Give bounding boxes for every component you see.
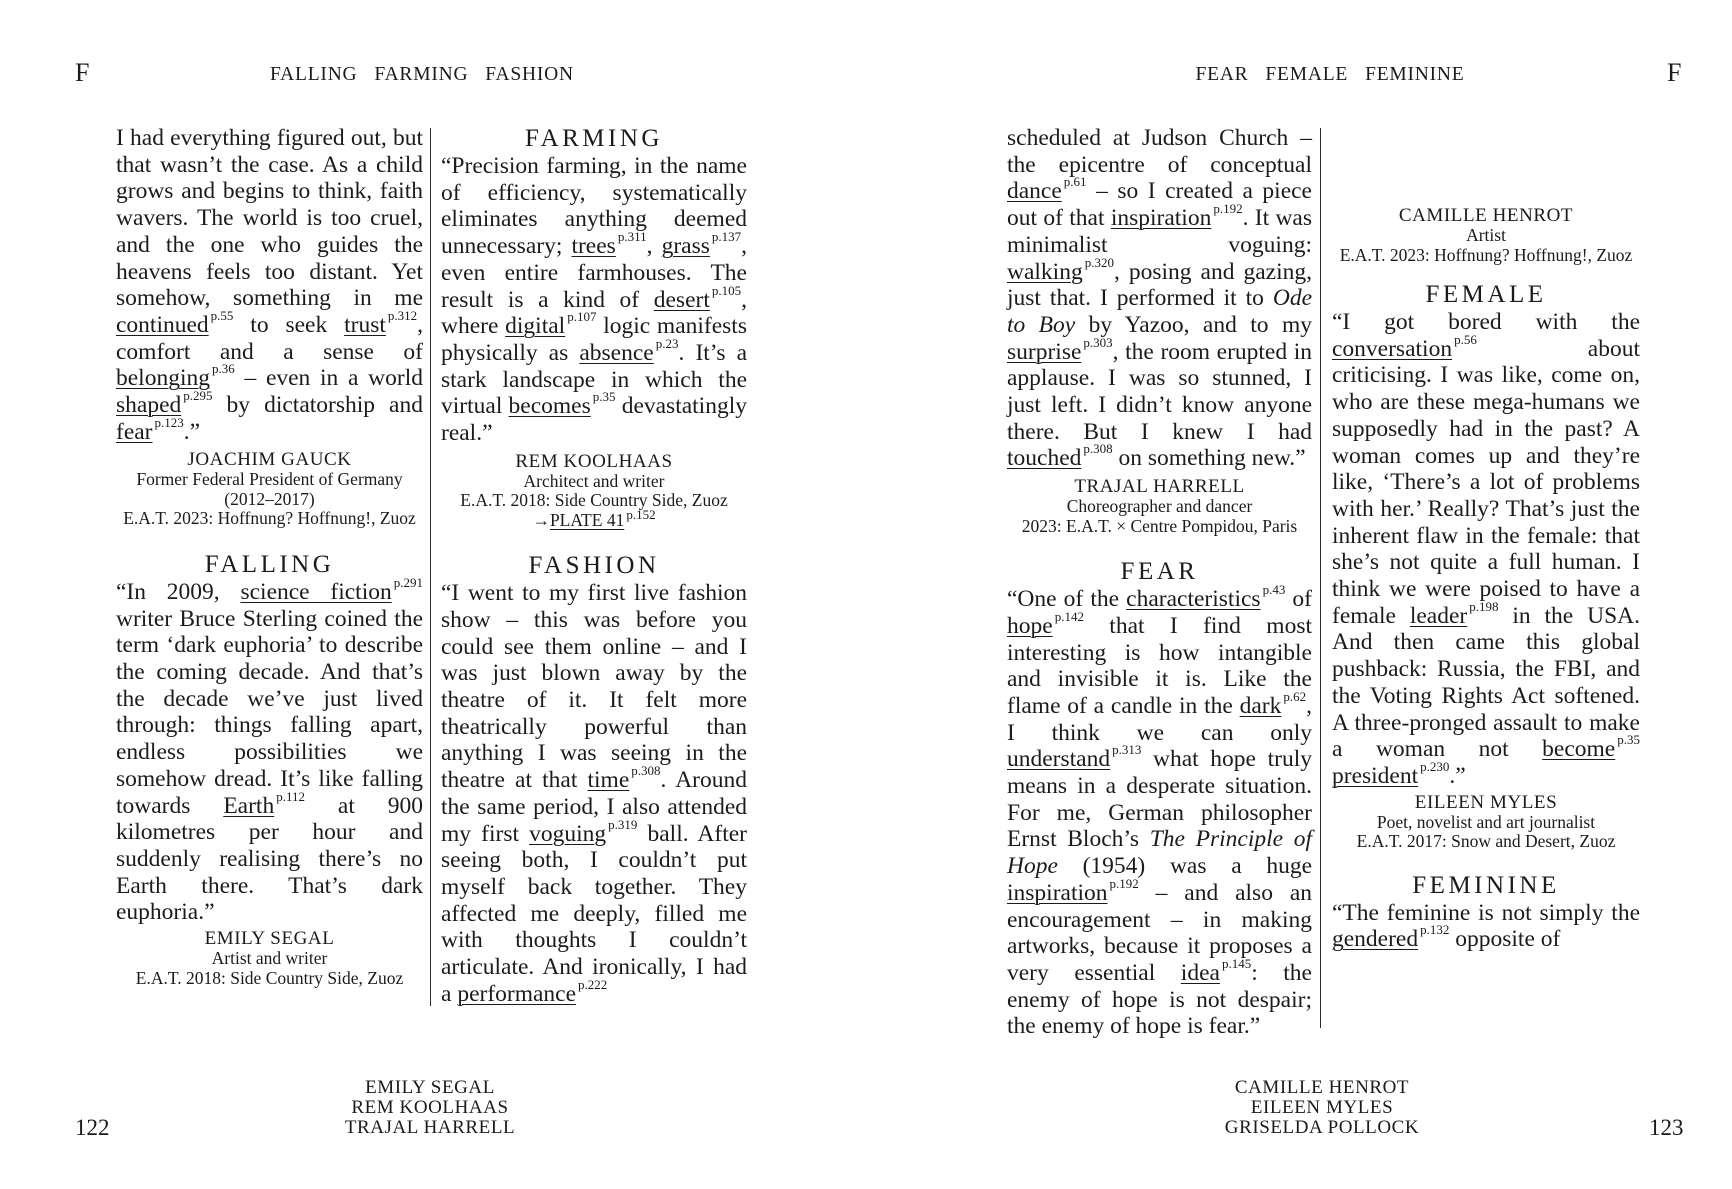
fashion-quote: “I went to my first live fashion show – this was before you could see them online – and I was just blown away by the theatre of it. It felt more theatrically powerful than anything I was seeing in the theatre at that time $^{p.308}$. Around the same period, I also attended my first voguing $^{p.319}$ ball. After seeing both, I couldn’t put myself back together. They affected me deeply, filled me with thoughts I couldn’t articulate. And ironically, I had a performance $^{p.222}$	[441, 580, 748, 1007]
page-reference: p.123	[154, 414, 184, 430]
gauck-quote: I had everything figured out, but that wasn’t the case. As a child grows and begins to think, faith wavers. The world is too cruel, and the one who guides the heavens feels too distant. Yet somehow, something in me continued $^{p.55}$ to seek trust $^{p.312}$, comfort and a sense of belonging $^{p.36}$ – even in a world shaped $^{p.295}$ by dictatorship and fear $^{p.123}$.”	[116, 125, 423, 445]
page-reference: p.192	[1213, 201, 1243, 217]
event-info: E.A.T. 2018: Side Country Side, Zuoz	[460, 490, 728, 511]
column	[1332, 125, 1640, 953]
page-reference: p.142	[1054, 608, 1084, 624]
page-reference: p.145	[1221, 955, 1252, 971]
event-info: E.A.T. 2018: Side Country Side, Zuoz	[135, 967, 404, 988]
cross-reference-link[interactable]: become	[1542, 736, 1616, 763]
page-reference: p.55	[210, 307, 234, 323]
attribution	[1332, 792, 1640, 852]
page-reference: p.198	[1469, 598, 1499, 614]
event-info: E.A.T. 2023: Hoffnung? Hoffnung!, Zuoz	[123, 508, 416, 529]
author-role: Former Federal President of Germany (2012–2017)	[136, 469, 403, 509]
author-role: Artist	[1466, 225, 1506, 245]
cross-reference-link[interactable]: absence	[579, 339, 654, 366]
event-info: E.A.T. 2017: Snow and Desert, Zuoz	[1356, 831, 1616, 852]
cross-reference-link[interactable]: voguing	[529, 820, 607, 847]
page-reference: p.62	[1283, 688, 1307, 704]
female-quote: “I got bored with the conversation $^{p.56}$ about criticising. I was like, come on, who are these mega-humans we supposedly had in the past? A woman comes up and they’re like, ‘There’s a lot of problems with her.’ Really? That’s just the inherent flaw in the female: that she’s not quite a full human. I think we were poised to have a female leader $^{p.198}$ in the USA. And then came this global pushback: Russia, the FBI, and the Voting Rights Act softened. A three-pronged assault to make a woman not become $^{p.35}$ president $^{p.230}$.”	[1332, 309, 1640, 789]
cross-reference-link[interactable]: science fiction	[240, 578, 392, 605]
arrow-icon: →	[532, 509, 550, 530]
page-reference: p.152	[626, 506, 656, 522]
cross-reference-link[interactable]: Earth	[223, 792, 275, 819]
running-head: FEAR FEMALE FEMININE	[1195, 64, 1465, 85]
author-role: Architect and writer	[523, 470, 665, 491]
cross-reference-link[interactable]: grass	[661, 233, 710, 260]
cross-reference-link[interactable]: belonging	[116, 365, 210, 392]
footer-author: EILEEN MYLES	[1250, 1097, 1394, 1118]
cross-reference-link[interactable]: inspiration	[1110, 205, 1212, 232]
cross-reference-link[interactable]: becomes	[508, 393, 591, 420]
cross-reference-link[interactable]: digital	[505, 313, 566, 340]
cross-reference-link[interactable]: understand	[1007, 746, 1111, 773]
page-reference: p.112	[276, 788, 305, 804]
author-role: Artist and writer	[211, 948, 328, 969]
cross-reference-link[interactable]: trust	[344, 311, 386, 338]
section-letter: F	[1667, 58, 1682, 87]
book-title: The Principle of Hope	[1007, 826, 1312, 880]
event-info: 2023: E.A.T. × Centre Pompidou, Paris	[1021, 515, 1298, 536]
column	[441, 125, 747, 1007]
cross-reference-link[interactable]: leader	[1409, 602, 1468, 629]
page-reference: p.105	[711, 282, 742, 298]
page-footer-authors	[300, 1078, 560, 1138]
section-heading-female: FEMALE	[1425, 281, 1547, 308]
page-reference: p.313	[1112, 742, 1142, 758]
section-heading-falling: FALLING	[204, 550, 335, 578]
page-reference: p.43	[1262, 582, 1286, 598]
running-head: FALLING FARMING FASHION	[270, 64, 574, 85]
page-reference: p.137	[711, 229, 742, 245]
cross-reference-link[interactable]: conversation	[1332, 335, 1453, 362]
attribution	[116, 928, 423, 988]
cross-reference-link[interactable]: trees	[571, 233, 616, 260]
attribution	[1007, 476, 1312, 536]
song-title: Ode to Boy	[1007, 285, 1312, 338]
page-number: 123	[1649, 1115, 1684, 1140]
column-rule	[430, 128, 431, 1006]
section-heading-farming: FARMING	[525, 125, 663, 152]
cross-reference-link[interactable]: performance	[457, 980, 577, 1007]
footer-author: TRAJAL HARRELL	[344, 1117, 516, 1138]
page-reference: p.308	[631, 763, 661, 779]
cross-reference-link[interactable]: continued	[116, 311, 209, 338]
cross-reference-link[interactable]: president	[1332, 762, 1419, 789]
author-name: EMILY SEGAL	[204, 928, 335, 950]
page-number: 122	[75, 1115, 110, 1140]
cross-reference-link[interactable]: shaped	[116, 392, 182, 419]
footer-author: CAMILLE HENROT	[1234, 1077, 1410, 1098]
page-footer-authors	[1192, 1078, 1452, 1138]
cross-reference-link[interactable]: dance	[1007, 178, 1062, 205]
author-name: JOACHIM GAUCK	[187, 449, 352, 471]
fear-quote: “One of the characteristics $^{p.43}$ of hope $^{p.142}$ that I find most interesting is how intangible and invisible it is. Like the flame of a candle in the dark $^{p.62}$, I think we can only understand $^{p.313}$ what hope truly means in a desperate situation. For me, German philosopher Ernst Bloch’s The Principle of Hope (1954) was a huge inspiration $^{p.192}$ – and also an encouragement – in making artworks, because it proposes a very essential idea $^{p.145}$: the enemy of hope is not despair; the enemy of hope is fear.”	[1007, 582, 1312, 1040]
attribution	[441, 451, 747, 531]
page-reference: p.230	[1420, 758, 1450, 774]
column-rule	[1320, 128, 1321, 1028]
author-name: EILEEN MYLES	[1414, 791, 1558, 813]
harrell-quote: scheduled at Judson Church – the epicentre of conceptual dance $^{p.61}$ – so I created a piece out of that inspiration $^{p.192}$. It was minimalist voguing: walking $^{p.320}$, posing and gazing, just that. I performed it to Ode to Boy by Yazoo, and to my surprise $^{p.303}$, the room erupted in applause. I was so stunned, I just left. I didn’t know anyone there. But I knew I had touched $^{p.308}$ on something new.”	[1007, 125, 1313, 472]
cross-reference-link[interactable]: fear	[116, 418, 153, 445]
section-heading-fashion: FASHION	[528, 552, 660, 580]
cross-reference-link[interactable]: gendered	[1332, 926, 1419, 953]
page-reference: p.291	[393, 574, 423, 590]
author-role: Choreographer and dancer	[1066, 496, 1253, 517]
column	[1007, 125, 1312, 1040]
attribution	[1332, 205, 1640, 265]
section-heading-fear: FEAR	[1120, 558, 1199, 586]
page-reference: p.56	[1454, 331, 1477, 347]
cross-reference-link[interactable]: dark	[1239, 692, 1282, 719]
falling-quote: “In 2009, science fiction $^{p.291}$ writer Bruce Sterling coined the term ‘dark euphoria’ to describe the coming decade. And that’s the decade we’ve just lived through: things falling apart, endless possibilities we somehow dread. It’s like falling towards Earth $^{p.112}$ at 900 kilometres per hour and suddenly realising there’s no Earth there. That’s dark euphoria.”	[116, 574, 423, 926]
event-info: E.A.T. 2023: Hoffnung? Hoffnung!, Zuoz	[1339, 244, 1633, 265]
section-heading-feminine: FEMININE	[1412, 871, 1560, 899]
page-reference: p.320	[1084, 254, 1114, 270]
page-reference: p.61	[1063, 174, 1087, 190]
plate-reference	[441, 506, 747, 531]
page-reference: p.295	[183, 388, 213, 404]
feminine-quote: “The feminine is not simply the gendered $^{p.132}$ opposite of	[1332, 899, 1640, 953]
author-name: TRAJAL HARRELL	[1074, 476, 1245, 498]
page-reference: p.35	[1617, 732, 1640, 748]
page-reference: p.35	[592, 389, 616, 405]
page-reference: p.319	[608, 816, 638, 832]
cross-reference-link[interactable]: idea	[1180, 959, 1220, 986]
author-name: REM KOOLHAAS	[515, 450, 673, 472]
farming-quote: “Precision farming, in the name of efficiency, systematically eliminates anything deemed unnecessary; trees $^{p.311}$, grass $^{p.137}$, even entire farmhouses. The result is a kind of desert $^{p.105}$, where digital $^{p.107}$ logic manifests physically as absence $^{p.23}$. It’s a stark landscape in which the virtual becomes $^{p.35}$ devastatingly real.”	[441, 153, 747, 447]
cross-reference-link[interactable]: touched	[1007, 445, 1082, 472]
page-reference: p.311	[617, 229, 647, 245]
page-reference: p.36	[212, 361, 235, 377]
footer-author: GRISELDA POLLOCK	[1224, 1117, 1420, 1138]
cross-reference-link[interactable]: surprise	[1007, 338, 1082, 365]
cross-reference-link[interactable]: time	[587, 767, 630, 794]
cross-reference-link[interactable]: desert	[653, 286, 710, 313]
cross-reference-link[interactable]: hope	[1007, 612, 1053, 639]
author-name: CAMILLE HENROT	[1398, 205, 1574, 226]
footer-author: EMILY SEGAL	[365, 1077, 495, 1098]
page-reference: p.132	[1420, 922, 1450, 938]
column	[116, 125, 423, 988]
cross-reference-link[interactable]: inspiration	[1007, 879, 1108, 906]
footer-author: REM KOOLHAAS	[351, 1097, 509, 1118]
plate-link[interactable]: PLATE 41	[549, 509, 625, 530]
page-reference: p.303	[1083, 334, 1113, 350]
section-letter: F	[75, 58, 90, 87]
cross-reference-link[interactable]: walking	[1007, 258, 1083, 285]
page-reference: p.308	[1083, 441, 1113, 457]
page-reference: p.222	[578, 976, 608, 992]
page-reference: p.192	[1109, 875, 1139, 891]
page-reference: p.312	[387, 307, 418, 323]
cross-reference-link[interactable]: characteristics	[1126, 586, 1261, 613]
author-role: Poet, novelist and art journalist	[1376, 811, 1596, 832]
page-reference: p.107	[567, 309, 597, 325]
attribution	[116, 449, 423, 529]
page-reference: p.23	[655, 335, 679, 351]
